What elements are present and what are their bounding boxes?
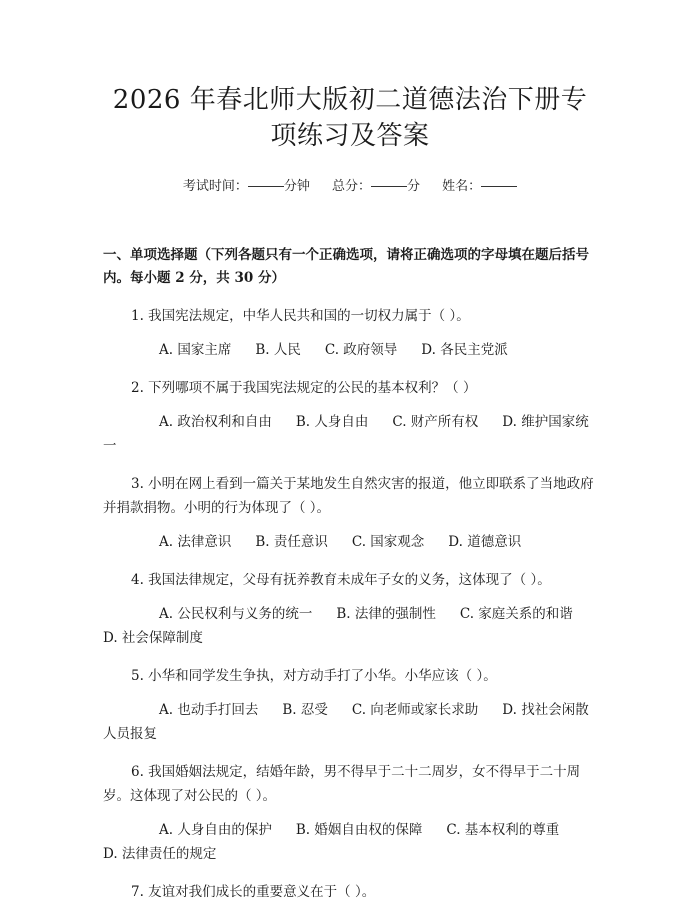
question-stem: 3. 小明在网上看到一篇关于某地发生自然灾害的报道，他立即联系了当地政府并捐款捐物。小明的行为体现了（ ）。 xyxy=(103,476,594,516)
question-item xyxy=(103,568,597,650)
option-b: B. 责任意识 xyxy=(255,534,328,550)
option-a: A. 也动手打回去 xyxy=(159,702,259,718)
section-heading: 一、单项选择题（下列各题只有一个正确选项，请将正确选项的字母填在题后括号内。每小题 2 分，共 30 分） xyxy=(103,247,589,286)
question-options xyxy=(103,530,597,554)
option-b: B. 婚姻自由权的保障 xyxy=(295,822,423,838)
question-options xyxy=(103,698,597,746)
question-stem: 4. 我国法律规定，父母有抚养教育未成年子女的义务，这体现了（ ）。 xyxy=(131,572,551,588)
question-options xyxy=(103,338,597,362)
question-stem: 5. 小华和同学发生争执，对方动手打了小华。小华应该（ ）。 xyxy=(131,668,497,684)
option-d: D. 找社会闲散人员报复 xyxy=(103,702,589,742)
option-c: C. 政府领导 xyxy=(324,342,398,358)
option-b: B. 人民 xyxy=(255,342,301,358)
name-field xyxy=(442,179,517,194)
option-c: C. 家庭关系的和谐 xyxy=(459,606,573,622)
question-item xyxy=(103,472,597,554)
option-a: A. 人身自由的保护 xyxy=(159,822,272,838)
option-b: B. 人身自由 xyxy=(295,414,369,430)
question-item xyxy=(103,880,597,904)
option-d: D. 各民主党派 xyxy=(421,342,508,358)
question-options xyxy=(103,602,597,650)
question-item xyxy=(103,664,597,746)
option-c: C. 向老师或家长求助 xyxy=(351,702,479,718)
option-a: A. 国家主席 xyxy=(159,342,232,358)
score-blank xyxy=(371,186,407,187)
total-score-field xyxy=(332,179,420,194)
exam-time-field xyxy=(183,179,310,194)
option-c: C. 基本权利的尊重 xyxy=(446,822,560,838)
option-a: A. 公民权利与义务的统一 xyxy=(159,606,313,622)
option-b: B. 忍受 xyxy=(282,702,328,718)
time-unit: 分钟 xyxy=(283,179,310,194)
option-b: B. 法律的强制性 xyxy=(336,606,436,622)
question-item xyxy=(103,376,597,458)
option-a: A. 政治权利和自由 xyxy=(159,414,272,430)
option-d: D. 维护国家统一 xyxy=(103,414,589,454)
exam-meta xyxy=(103,178,597,196)
question-stem: 6. 我国婚姻法规定，结婚年龄，男不得早于二十二周岁，女不得早于二十周岁。这体现了对公民的（ ）。 xyxy=(103,764,581,804)
question-options xyxy=(103,818,597,866)
option-d: D. 社会保障制度 xyxy=(103,630,203,646)
name-blank xyxy=(481,186,517,187)
question-item xyxy=(103,304,597,362)
option-c: C. 国家观念 xyxy=(351,534,425,550)
document-title: 2026 年春北师大版初二道德法治下册专项练习及答案 xyxy=(112,85,588,151)
score-label: 总分： xyxy=(331,179,371,194)
question-item xyxy=(103,760,597,866)
question-stem: 7. 友谊对我们成长的重要意义在于（ ）。 xyxy=(131,884,376,900)
time-label: 考试时间： xyxy=(182,179,248,194)
time-blank xyxy=(248,186,284,187)
option-d: D. 道德意识 xyxy=(448,534,522,550)
option-c: C. 财产所有权 xyxy=(392,414,479,430)
question-options xyxy=(103,410,597,458)
question-stem: 1. 我国宪法规定，中华人民共和国的一切权力属于（ ）。 xyxy=(131,308,470,324)
option-d: D. 法律责任的规定 xyxy=(103,846,217,862)
name-label: 姓名： xyxy=(442,179,482,194)
option-a: A. 法律意识 xyxy=(159,534,232,550)
question-list xyxy=(103,304,597,904)
score-unit: 分 xyxy=(407,179,421,194)
question-stem: 2. 下列哪项不属于我国宪法规定的公民的基本权利？（ ） xyxy=(131,380,477,396)
